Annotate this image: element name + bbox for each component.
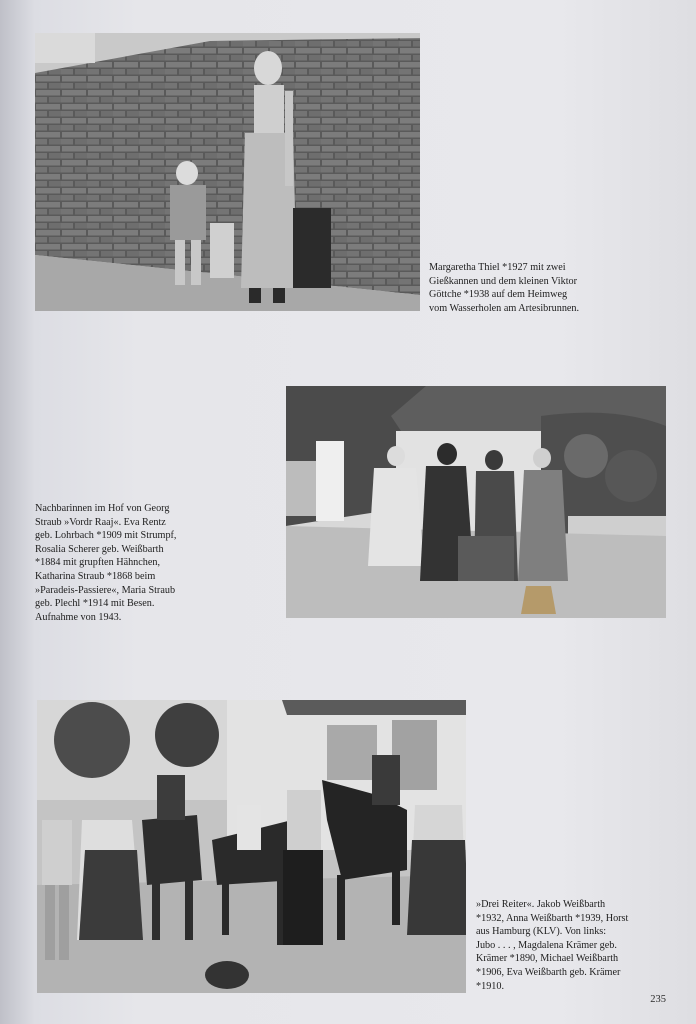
caption-line: Margaretha Thiel *1927 mit zwei — [429, 262, 566, 273]
caption-line: »Paradeis-Passiere«, Maria Straub — [35, 584, 176, 596]
caption-line: *1884 mit grupften Hähnchen, — [35, 557, 161, 569]
photo-three-riders — [37, 700, 466, 993]
caption-line: geb. Lohrbach *1909 mit Strumpf, — [35, 530, 177, 542]
caption-line: *1910. — [476, 980, 505, 992]
caption-line: »Drei Reiter«. Jakob Weißbarth — [476, 899, 606, 910]
caption-line: Göttche *1938 auf dem Heimweg — [429, 289, 568, 301]
caption-third-photo — [476, 898, 628, 993]
caption-line: Nachbarinnen im Hof von Georg — [35, 503, 170, 514]
caption-first-photo — [429, 261, 579, 315]
caption-line: vom Wasserholen am Artesibrunnen. — [429, 302, 580, 314]
caption-line: *1932, Anna Weißbarth *1939, Horst — [476, 912, 629, 924]
caption-line: Straub »Vordr Raaj«. Eva Rentz — [35, 516, 166, 528]
page-number: 235 — [650, 994, 666, 1005]
caption-line: geb. Plechl *1914 mit Besen. — [35, 598, 155, 610]
caption-line: Rosalia Scherer geb. Weißbarth — [35, 543, 164, 555]
photo-girl-and-boy-with-watering-cans — [35, 33, 420, 311]
caption-second-photo — [35, 502, 176, 624]
caption-line: Aufnahme von 1943. — [35, 611, 122, 623]
caption-line: Gießkannen und dem kleinen Viktor — [429, 275, 578, 287]
photo-neighbour-women-in-yard — [286, 386, 666, 618]
caption-line: *1906, Eva Weißbarth geb. Krämer — [476, 966, 621, 978]
caption-line: Krämer *1890, Michael Weißbarth — [476, 953, 619, 965]
caption-line: aus Hamburg (KLV). Von links: — [476, 926, 607, 938]
caption-line: Jubo . . . , Magdalena Krämer geb. — [476, 939, 617, 951]
caption-line: Katharina Straub *1868 beim — [35, 570, 156, 582]
